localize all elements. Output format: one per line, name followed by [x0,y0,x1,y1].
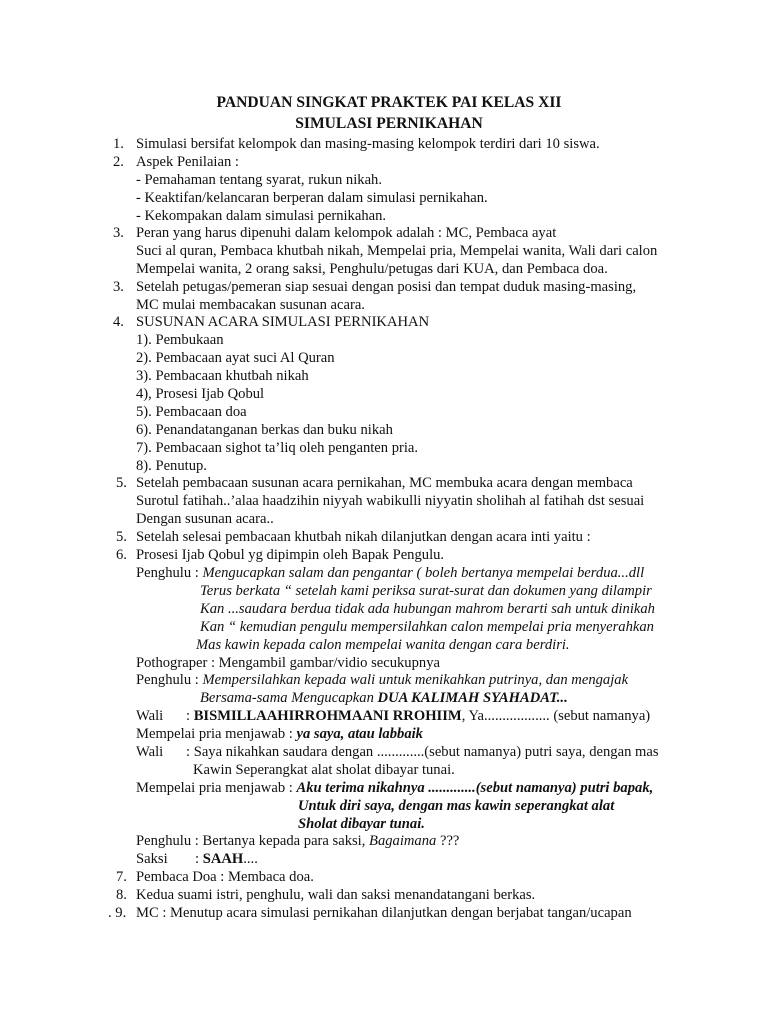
item-number: 3. [113,279,124,295]
agenda-item: 8). Penutup. [136,458,207,474]
item-text: Prosesi Ijab Qobul yg dipimpin oleh Bapak Pengulu. [136,547,445,563]
agenda-item: 5). Pembacaan doa [136,404,247,420]
dialog-text-italic: Bagaimana [369,833,437,849]
item-text: Surotul fatihah..’alaa haadzihin niyyah wabikulli niyyatin sholihah al fatihah dst sesuai [136,493,645,509]
agenda-item: 2). Pembacaan ayat suci Al Quran [136,350,335,366]
dialog-text: : Saya nikahkan saudara dengan .............(sebut namanya) putri saya, dengan mas [186,744,659,760]
dialog-text [200,690,568,708]
bismillah-text: BISMILLAAHIRROHMAANI RROHIIM [193,708,462,724]
colon: : [195,851,203,867]
dialog-wali-line [186,708,650,726]
item-text: Kedua suami istri, penghulu, wali dan saksi menandatangani berkas. [136,887,536,903]
item-text: Simulasi bersifat kelompok dan masing-masing kelompok terdiri dari 10 siswa. [136,136,600,152]
item-number: . 9. [108,905,127,921]
item-text: Mempelai wanita, 2 orang saksi, Penghulu/petugas dari KUA, dan Pembaca doa. [136,261,608,277]
item-text: - Kekompakan dalam simulasi pernikahan. [136,208,387,224]
item-text: Peran yang harus dipenuhi dalam kelompok adalah : MC, Pembaca ayat [136,225,557,241]
dialog-text-italic: Bersama-sama Mengucapkan [200,690,378,706]
item-number: 1. [113,136,124,152]
speaker-label: Penghulu : [136,565,203,581]
dialog-text: Mengucapkan salam dan pengantar ( boleh bertanya mempelai berdua...dll [202,565,645,581]
item-text: Pembaca Doa : Membaca doa. [136,869,314,885]
item-text: MC : Menutup acara simulasi pernikahan dilanjutkan dengan berjabat tangan/ucapan [136,905,632,921]
dialog-penghulu-line [136,672,628,690]
item-number: 8. [116,887,127,903]
dialog-saksi-line [195,851,258,869]
agenda-item: 7). Pembacaan sighot ta’liq oleh penganten pria. [136,440,419,456]
item-text: Setelah petugas/pemeran siap sesuai dengan posisi dan tempat duduk masing-masing, [136,279,637,295]
dialog-penghulu-line [136,565,644,583]
dialog-answer: Aku terima nikahnya .............(sebut namanya) putri bapak, [296,780,654,796]
item-text: Dengan susunan acara.. [136,511,274,527]
dialog-mempelai-line [136,726,423,744]
dialog-text: Penghulu : Bertanya kepada para saksi, [136,833,370,849]
item-text: SUSUNAN ACARA SIMULASI PERNIKAHAN [136,314,430,330]
saah-text: SAAH [202,851,244,867]
speaker-label: Wali [136,708,164,724]
agenda-item: 4), Prosesi Ijab Qobul [136,386,265,402]
item-text: Aspek Penilaian : [136,154,239,170]
speaker-label: Penghulu : [136,672,203,688]
item-number: 5. [116,475,127,491]
dialog-answer: Sholat dibayar tunai. [298,816,425,832]
item-text: MC mulai membacakan susunan acara. [136,297,365,313]
agenda-item: 1). Pembukaan [136,332,224,348]
item-number: 2. [113,154,124,170]
item-text: Setelah selesai pembacaan khutbah nikah dilanjutkan dengan acara inti yaitu : [136,529,591,545]
item-text: Suci al quran, Pembaca khutbah nikah, Mempelai pria, Mempelai wanita, Wali dari calon [136,243,658,259]
speaker-label: Saksi [136,851,168,867]
dialog-text: Kan ...saudara berdua tidak ada hubungan mahrom berarti sah untuk dinikah [200,601,655,617]
speaker-label: Wali [136,744,164,760]
colon: : [186,708,194,724]
item-text: Setelah pembacaan susunan acara pernikahan, MC membuka acara dengan membaca [136,475,633,491]
dialog-text: , Ya.................. (sebut namanya) [461,708,651,724]
dialog-mempelai-line [136,780,653,798]
agenda-item: 3). Pembacaan khutbah nikah [136,368,309,384]
dialog-text: .... [243,851,258,867]
item-number: 7. [116,869,127,885]
item-text: - Keaktifan/kelancaran berperan dalam simulasi pernikahan. [136,190,488,206]
agenda-item: 6). Penandatanganan berkas dan buku nikah [136,422,393,438]
speaker-label: Mempelai pria menjawab : [136,726,297,742]
dialog-answer: Untuk diri saya, dengan mas kawin seperangkat alat [298,798,615,814]
dialog-penghulu-line [136,833,459,851]
dialog-answer: ya saya, atau labbaik [296,726,423,742]
dialog-text: Kawin Seperangkat alat sholat dibayar tunai. [193,762,455,778]
speaker-label: Mempelai pria menjawab : [136,780,297,796]
item-number: 3. [113,225,124,241]
dialog-pothograper-line: Pothograper : Mengambil gambar/vidio secukupnya [136,655,440,671]
dialog-text: Mempersilahkan kepada wali untuk menikahkan putrinya, dan mengajak [202,672,629,688]
dialog-text: Kan “ kemudian pengulu mempersilahkan calon mempelai pria menyerahkan [200,619,654,635]
item-number: 5. [116,529,127,545]
item-number: 6. [116,547,127,563]
syahadat-text: DUA KALIMAH SYAHADAT... [377,690,568,706]
dialog-text: ??? [436,833,460,849]
item-text: - Pemahaman tentang syarat, rukun nikah. [136,172,382,188]
dialog-text: Terus berkata “ setelah kami periksa surat-surat dan dokumen yang dilampir [200,583,652,599]
item-number: 4. [113,314,124,330]
document-subtitle: SIMULASI PERNIKAHAN [295,115,483,132]
dialog-text: Mas kawin kepada calon mempelai wanita dengan cara berdiri. [196,637,570,653]
document-title: PANDUAN SINGKAT PRAKTEK PAI KELAS XII [216,94,562,111]
